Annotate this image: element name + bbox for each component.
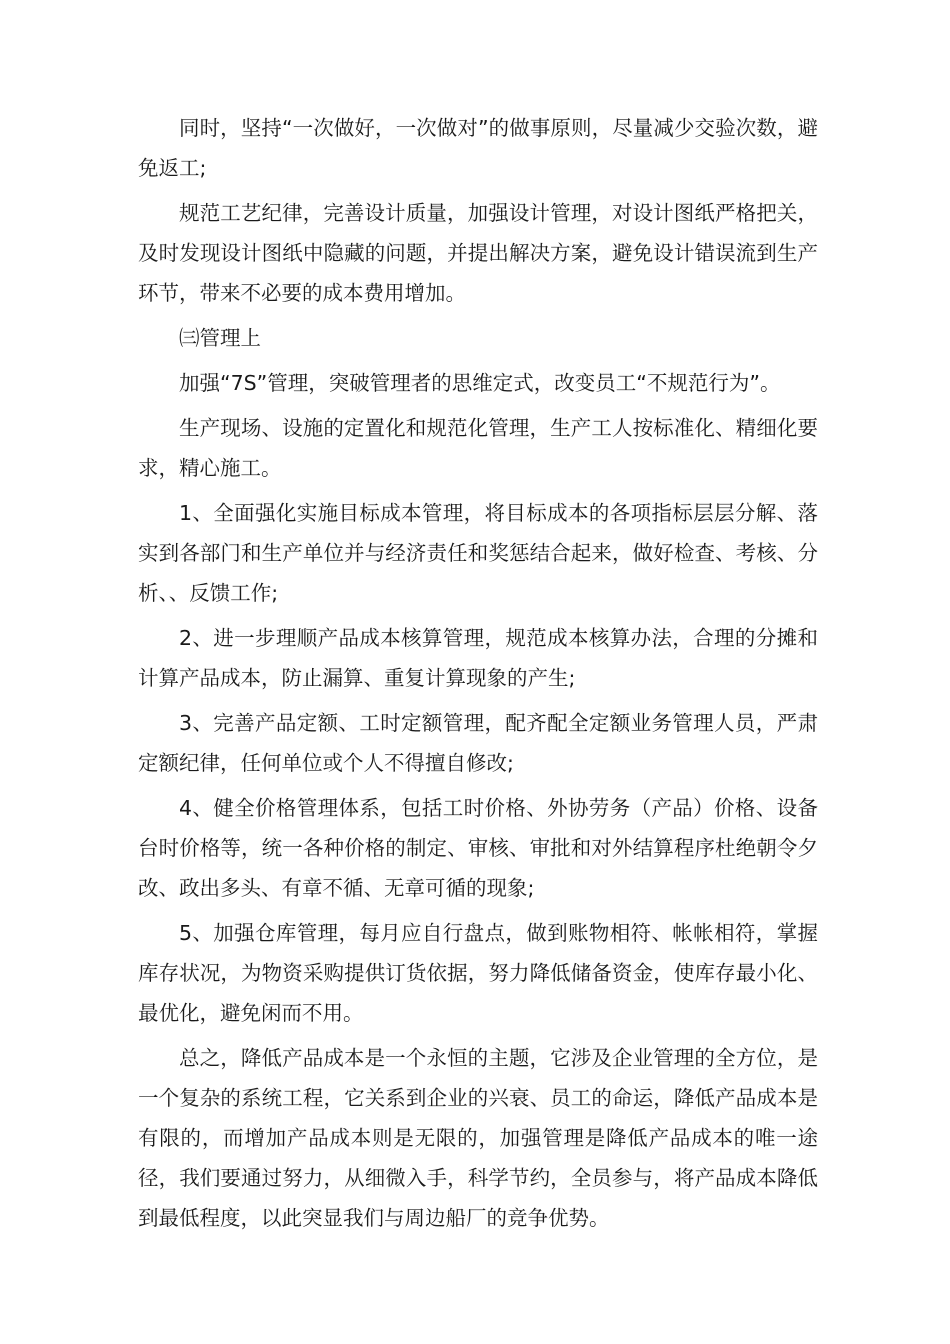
paragraph-design-management: 规范工艺纪律，完善设计质量，加强设计管理，对设计图纸严格把关，及时发现设计图纸中隐藏的问题，并提出解决方案，避免设计错误流到生产环节，带来不必要的成本费用增加。 [138,201,818,305]
list-item-target-cost: 1、全面强化实施目标成本管理，将目标成本的各项指标层层分解、落实到各部门和生产单位并与经济责任和奖惩结合起来，做好检查、考核、分析、、反馈工作; [138,501,818,605]
list-item-price-management: 4、健全价格管理体系，包括工时价格、外协劳务（产品）价格、设备台时价格等，统一各种价格的制定、审核、审批和对外结算程序杜绝朝令夕改、政出多头、有章不循、无章可循的现象; [138,796,818,900]
list-item-warehouse-management: 5、加强仓库管理，每月应自行盘点，做到账物相符、帐帐相符，掌握库存状况，为物资采购提供订货依据，努力降低储备资金，使库存最小化、最优化，避免闲而不用。 [138,921,818,1025]
section-heading-management: ㈢管理上 [179,326,261,350]
paragraph-conclusion: 总之，降低产品成本是一个永恒的主题，它涉及企业管理的全方位，是一个复杂的系统工程，它关系到企业的兴衰、员工的命运，降低产品成本是有限的，而增加产品成本则是无限的，加强管理是降低产品成本的唯一途径，我们要通过努力，从细微入手，科学节约，全员参与，将产品成本降低到最低程度，以此突显我们与周边船厂的竞争优势。 [138,1046,818,1230]
list-item-cost-accounting: 2、进一步理顺产品成本核算管理，规范成本核算办法，合理的分摊和计算产品成本，防止漏算、重复计算现象的产生; [138,626,818,690]
list-item-quota-management: 3、完善产品定额、工时定额管理，配齐配全定额业务管理人员，严肃定额纪律，任何单位或个人不得擅自修改; [138,711,818,775]
paragraph-7s-management: 加强“7S”管理，突破管理者的思维定式，改变员工“不规范行为”。 [179,371,781,395]
paragraph-quality-principle: 同时，坚持“一次做好，一次做对”的做事原则，尽量减少交验次数，避免返工; [138,116,818,180]
document-body [138,108,818,1243]
paragraph-site-management: 生产现场、设施的定置化和规范化管理，生产工人按标准化、精细化要求，精心施工。 [138,416,818,480]
